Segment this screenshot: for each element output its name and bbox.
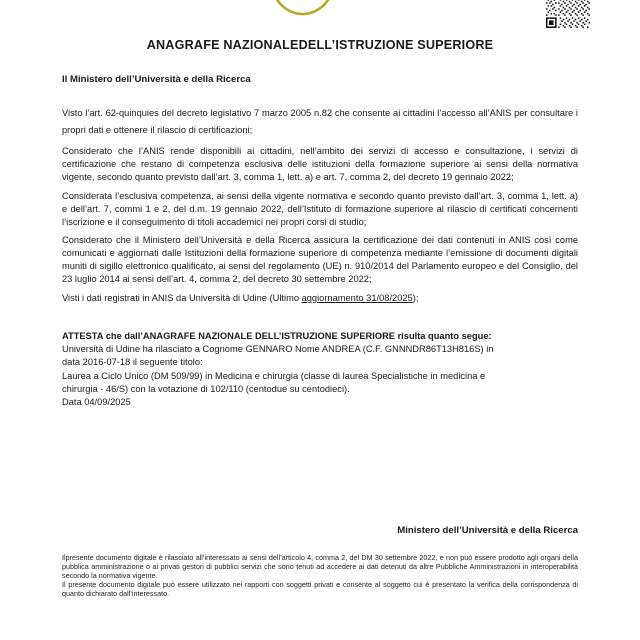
attestation-line-issue-date: Data 04/09/2025 <box>62 396 131 407</box>
signature-ministry: Ministero dell’Università e della Ricerca <box>397 525 578 537</box>
paragraph-visto-art62: Visto l’art. 62-quinquies del decreto legislativo 7 marzo 2005 n.82 che consente ai cittadini l’accesso all’ANIS per consultare i propri dati e ottenere il rilascio di certificazioni; <box>62 108 578 135</box>
attestation-line-grade: chirurgia - 46/S) con la votazione di 102/110 (centodue su centodieci). <box>62 383 350 394</box>
paragraph-considerato-ministero: Considerato che il Ministero dell’Università e della Ricerca assicura la certificazione dei dati contenuti in ANIS così come comunicati e aggiornati dalle Istituzioni della formazione superiore di competenza mediante l’emissione di documenti digitali muniti di sigillo elettronico qualificato, ai sensi del regolamento (UE) n. 910/2014 del Parlamento europeo e del Consiglio, del 23 luglio 2014 ai sensi dell’art. 4, comma 2, del decreto 30 settembre 2022; <box>62 235 578 285</box>
document-body <box>62 0 578 598</box>
visti-suffix: ); <box>412 293 419 304</box>
attestation-line-degree: Laurea a Ciclo Unico (DM 509/99) in Medicina e chirurgia (classe di laurea Specialistiche in medicina e <box>62 370 486 381</box>
paragraph-visti-dati <box>62 292 578 305</box>
document-title: ANAGRAFE NAZIONALEDELL’ISTRUZIONE SUPERIORE <box>146 38 494 52</box>
paragraph-considerato-anis: Considerato che l’ANIS rende disponibili ai cittadini, nell’ambito dei servizi di accesso e consultazione, i servizi di certificazione che restano di competenza esclusiva delle istituzioni della formazione superiore ai sensi della normativa vigente, secondo quanto previsto dall’art. 3, comma 1, lett. a) e art. 7, comma 2, del decreto 19 gennaio 2022; <box>62 146 578 182</box>
ministry-heading: Il Ministero dell’Università e della Ricerca <box>62 74 251 85</box>
attestation-block <box>62 330 578 409</box>
paragraph-considerata-competenza: Considerata l’esclusiva competenza, ai sensi della vigente normativa e secondo quanto previsto dall’art. 3, comma 1, lett. a) e dell’art. 7, commi 1 e 2, del d.m. 19 gennaio 2022, dell’Istituto di formazione superiore al rilascio di certificati concernenti l’iscrizione e il conseguimento di titoli accademici nei propri corsi di studio; <box>62 190 578 227</box>
attestation-line-date-title: data 2016-07-18 il seguente titolo: <box>62 357 203 368</box>
footer-paragraph: Il presente documento digitale può essere utilizzato nei rapporti con soggetti privati e consente al soggetto cui è presentato la verifica della corrispondenza di quanto dichiarato dall’interessato. <box>62 580 578 599</box>
visti-prefix: Visti i dati registrati in ANIS da Università di Udine (Ultimo <box>62 293 302 304</box>
attestation-line-university: Università di Udine ha rilasciato a Cognome GENNARO Nome ANDREA (C.F. GNNNDR86T13H816S) in <box>62 344 494 355</box>
footer-disclaimer <box>62 553 578 598</box>
attestation-heading: ATTESTA che dall’ANAGRAFE NAZIONALE DELL’ISTRUZIONE SUPERIORE risulta quanto segue: <box>62 330 492 341</box>
last-update-date: aggiornamento 31/08/2025 <box>301 293 413 304</box>
footer-paragraph: Ilpresente documento digitale è rilasciato all’interessato ai sensi dell’articolo 4, comma 2, del DM 30 settembre 2022, e non può essere prodotto agli organi della pubblica amministrazione o ai privati gestori di pubblici servizi che sono tenuti ad accedere ai dati detenuti da altre Pubbliche Amministrazioni in interoperabilità secondo la normativa vigente. <box>62 553 578 581</box>
